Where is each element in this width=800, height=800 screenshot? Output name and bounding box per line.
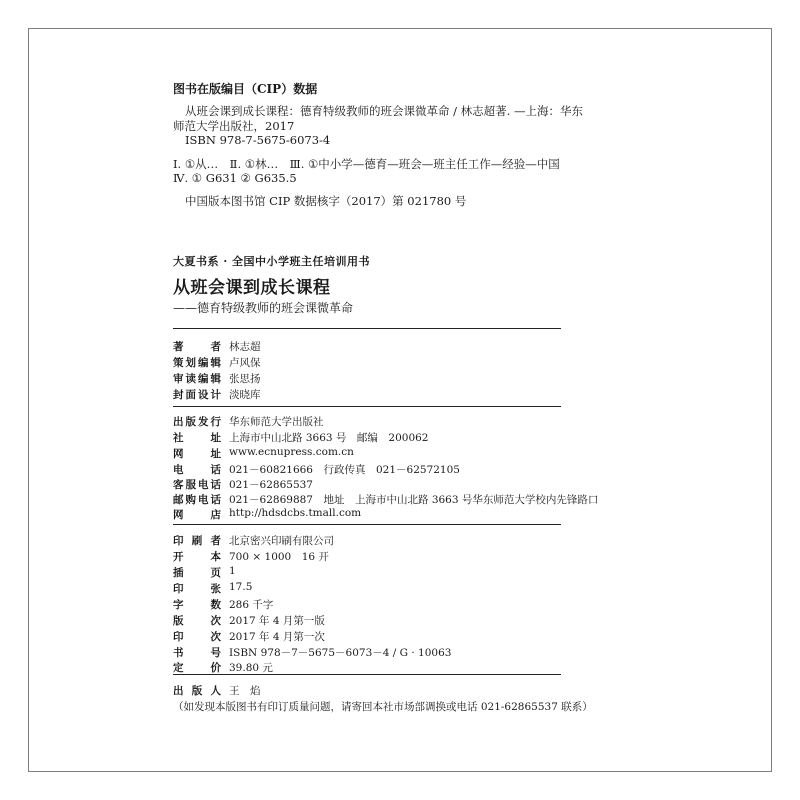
row-label: 印 刷 者 bbox=[173, 535, 221, 547]
row-label: 出 版 发 行 bbox=[173, 416, 221, 428]
cip-line-3: ISBN 978-7-5675-6073-4 bbox=[185, 133, 331, 147]
row-value: 张思扬 bbox=[229, 373, 261, 385]
cip-line-2: 师范大学出版社，2017 bbox=[173, 119, 295, 133]
divider bbox=[173, 524, 561, 525]
row-value: http://hdsdcbs.tmall.com bbox=[229, 507, 362, 519]
series-name: 大夏书系 · 全国中小学班主任培训用书 bbox=[173, 255, 370, 268]
row-value: ISBN 978－7－5675－6073－4 / G · 10063 bbox=[229, 647, 452, 659]
row-value: 林志超 bbox=[229, 341, 261, 353]
divider bbox=[173, 328, 561, 329]
divider bbox=[173, 406, 561, 407]
cip-line-6: 中国版本图书馆 CIP 数据核字（2017）第 021780 号 bbox=[185, 194, 467, 208]
row-value: 700 × 1000 16 开 bbox=[229, 551, 329, 563]
row-label: 印 张 bbox=[173, 583, 221, 595]
row-value: 1 bbox=[229, 565, 236, 577]
row-label: 定 价 bbox=[173, 662, 221, 674]
row-value: 286 千字 bbox=[229, 599, 274, 611]
cip-heading: 图书在版编目（CIP）数据 bbox=[173, 82, 318, 96]
row-label: 客 服 电 话 bbox=[173, 479, 221, 491]
page-border bbox=[28, 28, 772, 772]
row-label: 开 本 bbox=[173, 551, 221, 563]
row-label: 电 话 bbox=[173, 464, 221, 476]
row-label: 版 次 bbox=[173, 615, 221, 627]
quality-note: （如发现本版图书有印订质量问题，请寄回本社市场部调换或电话 021-62865537 联系） bbox=[173, 701, 593, 713]
row-value: 卢风保 bbox=[229, 357, 261, 369]
row-label: 网 址 bbox=[173, 448, 221, 460]
book-title: 从班会课到成长课程 bbox=[173, 278, 331, 298]
row-label: 书 号 bbox=[173, 647, 221, 659]
row-value: 021－60821666 行政传真 021－62572105 bbox=[229, 464, 460, 476]
row-label: 著 者 bbox=[173, 341, 221, 353]
row-value: 王 焰 bbox=[229, 685, 261, 697]
row-value: 17.5 bbox=[229, 581, 253, 593]
row-label: 插 页 bbox=[173, 567, 221, 579]
cip-line-5: Ⅳ. ① G631 ② G635.5 bbox=[173, 171, 297, 185]
cip-line-4: Ⅰ. ①从… Ⅱ. ①林… Ⅲ. ①中小学—德育—班会—班主任工作—经验—中国 bbox=[173, 157, 560, 171]
row-label: 字 数 bbox=[173, 599, 221, 611]
row-value: 021－62869887 地址 上海市中山北路 3663 号华东师范大学校内先锋路口 bbox=[229, 494, 599, 506]
row-label: 社 址 bbox=[173, 432, 221, 444]
row-value: 北京密兴印刷有限公司 bbox=[229, 535, 334, 547]
row-label: 网 店 bbox=[173, 509, 221, 521]
row-value: 上海市中山北路 3663 号 邮编 200062 bbox=[229, 432, 429, 444]
row-value: 2017 年 4 月第一次 bbox=[229, 631, 325, 643]
book-subtitle: ——德育特级教师的班会课微革命 bbox=[173, 301, 354, 315]
row-label: 印 次 bbox=[173, 631, 221, 643]
row-value: 淡晓库 bbox=[229, 389, 261, 401]
row-value: 021－62865537 bbox=[229, 479, 313, 491]
row-label: 审 读 编 辑 bbox=[173, 373, 221, 385]
row-label: 出 版 人 bbox=[173, 685, 221, 697]
row-value: 39.80 元 bbox=[229, 662, 273, 674]
cip-line-1: 从班会课到成长课程：德育特级教师的班会课微革命 / 林志超著. —上海：华东 bbox=[185, 104, 583, 118]
row-value: www.ecnupress.com.cn bbox=[229, 446, 354, 458]
row-label: 封 面 设 计 bbox=[173, 389, 221, 401]
row-label: 邮 购 电 话 bbox=[173, 494, 221, 506]
row-label: 策 划 编 辑 bbox=[173, 357, 221, 369]
row-value: 2017 年 4 月第一版 bbox=[229, 615, 325, 627]
row-value: 华东师范大学出版社 bbox=[229, 416, 324, 428]
